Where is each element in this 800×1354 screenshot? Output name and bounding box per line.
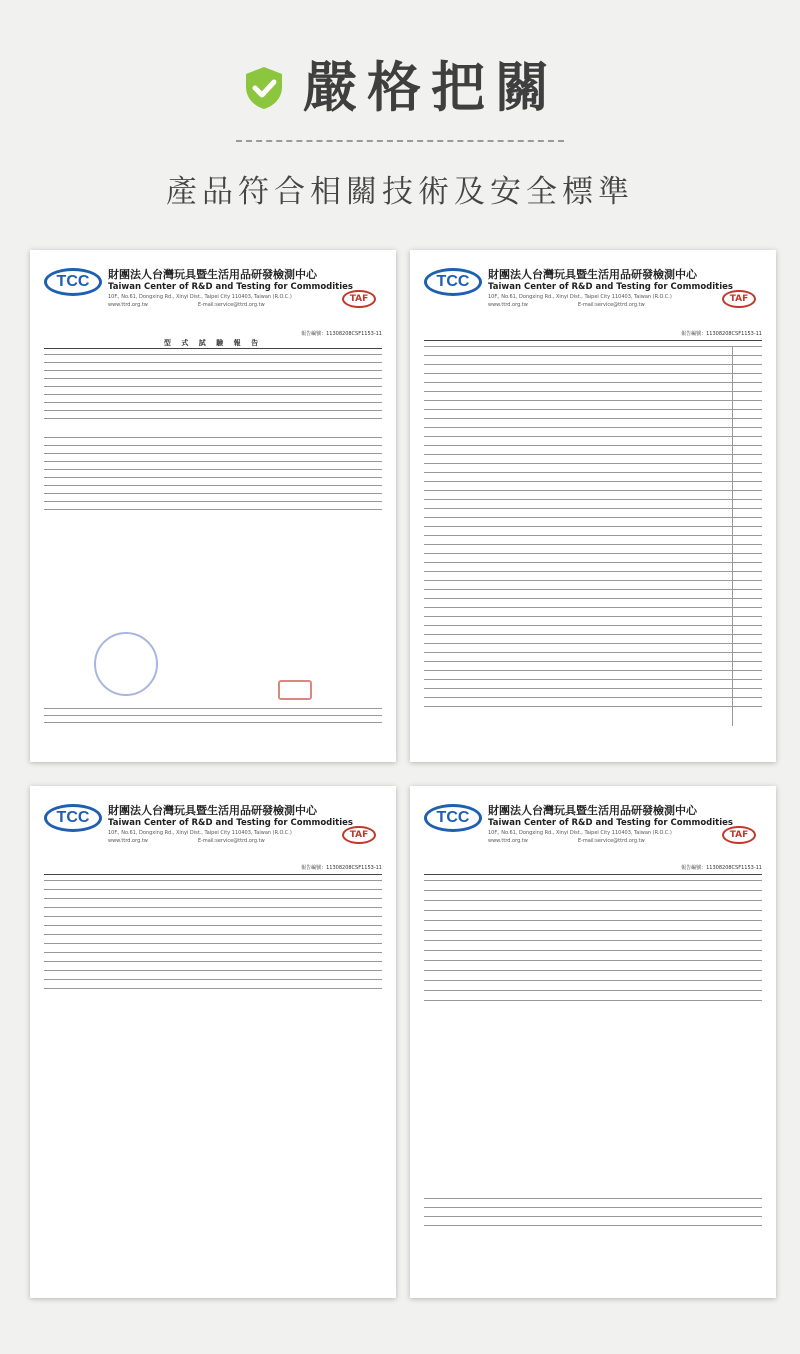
org-website: www.ttrd.org.tw [108, 302, 148, 308]
org-address: 10F., No.61, Dongxing Rd., Xinyi Dist., Taipei City 110403, Taiwan (R.O.C.) [488, 294, 672, 300]
org-email: E-mail:service@ttrd.org.tw [577, 838, 645, 844]
tcc-logo: TCC [44, 268, 102, 296]
taf-logo: TAF [342, 826, 376, 844]
org-email: E-mail:service@ttrd.org.tw [197, 302, 265, 308]
taf-logo: TAF [342, 290, 376, 308]
report-letterhead [424, 802, 764, 872]
org-name-en: Taiwan Center of R&D and Testing for Commodities [488, 282, 733, 292]
org-contact [108, 302, 338, 308]
taf-logo: TAF [722, 826, 756, 844]
test-report-page-2 [410, 250, 776, 762]
tcc-logo: TCC [424, 268, 482, 296]
report-letterhead [44, 802, 384, 872]
org-contact [108, 838, 338, 844]
tcc-logo: TCC [424, 804, 482, 832]
test-report-page-3 [30, 786, 396, 1298]
report-number: 報告編號：11308208CSF1153-11 [681, 865, 762, 871]
org-contact [488, 838, 718, 844]
table-top-rule [44, 874, 382, 875]
org-address: 10F., No.61, Dongxing Rd., Xinyi Dist., Taipei City 110403, Taiwan (R.O.C.) [108, 830, 292, 836]
org-address: 10F., No.61, Dongxing Rd., Xinyi Dist., Taipei City 110403, Taiwan (R.O.C.) [488, 830, 672, 836]
test-report-page-1 [30, 250, 396, 762]
org-name-en: Taiwan Center of R&D and Testing for Commodities [108, 282, 353, 292]
table-top-rule [424, 874, 762, 875]
report-number: 報告編號：11308208CSF1153-11 [301, 331, 382, 337]
report-table [424, 346, 762, 707]
official-seal [94, 632, 158, 696]
taf-logo: TAF [722, 290, 756, 308]
org-contact [488, 302, 718, 308]
tcc-logo: TCC [44, 804, 102, 832]
page-title: 嚴格把關 [303, 56, 559, 119]
report-number: 報告編號：11308208CSF1153-11 [681, 331, 762, 337]
report-notes [44, 708, 382, 723]
org-website: www.ttrd.org.tw [488, 838, 528, 844]
org-name-en: Taiwan Center of R&D and Testing for Commodities [488, 818, 733, 828]
report-letterhead [44, 266, 384, 336]
report-table [44, 880, 382, 989]
report-letterhead [424, 266, 764, 336]
title-divider [236, 140, 564, 142]
page-header [0, 0, 800, 240]
org-name-cn: 財團法人台灣玩具暨生活用品研發檢測中心 [108, 804, 317, 817]
test-report-page-4 [410, 786, 776, 1298]
result-column-divider [732, 346, 733, 726]
shield-check-icon [241, 65, 287, 111]
org-address: 10F., No.61, Dongxing Rd., Xinyi Dist., Taipei City 110403, Taiwan (R.O.C.) [108, 294, 292, 300]
report-number: 報告編號：11308208CSF1153-11 [301, 865, 382, 871]
org-email: E-mail:service@ttrd.org.tw [577, 302, 645, 308]
org-name-cn: 財團法人台灣玩具暨生活用品研發檢測中心 [488, 268, 697, 281]
report-heading: 型 式 試 驗 報 告 [163, 339, 263, 347]
org-email: E-mail:service@ttrd.org.tw [197, 838, 265, 844]
table-top-rule [424, 340, 762, 341]
title-row [0, 58, 800, 118]
table-top-rule [44, 348, 382, 349]
official-seal-small [278, 680, 312, 700]
org-name-en: Taiwan Center of R&D and Testing for Commodities [108, 818, 353, 828]
org-website: www.ttrd.org.tw [488, 302, 528, 308]
org-name-cn: 財團法人台灣玩具暨生活用品研發檢測中心 [108, 268, 317, 281]
report-table [424, 880, 762, 1001]
org-website: www.ttrd.org.tw [108, 838, 148, 844]
page-subtitle: 產品符合相關技術及安全標準 [166, 174, 634, 210]
org-name-cn: 財團法人台灣玩具暨生活用品研發檢測中心 [488, 804, 697, 817]
report-summary-table [424, 1198, 762, 1226]
report-table [44, 354, 382, 510]
